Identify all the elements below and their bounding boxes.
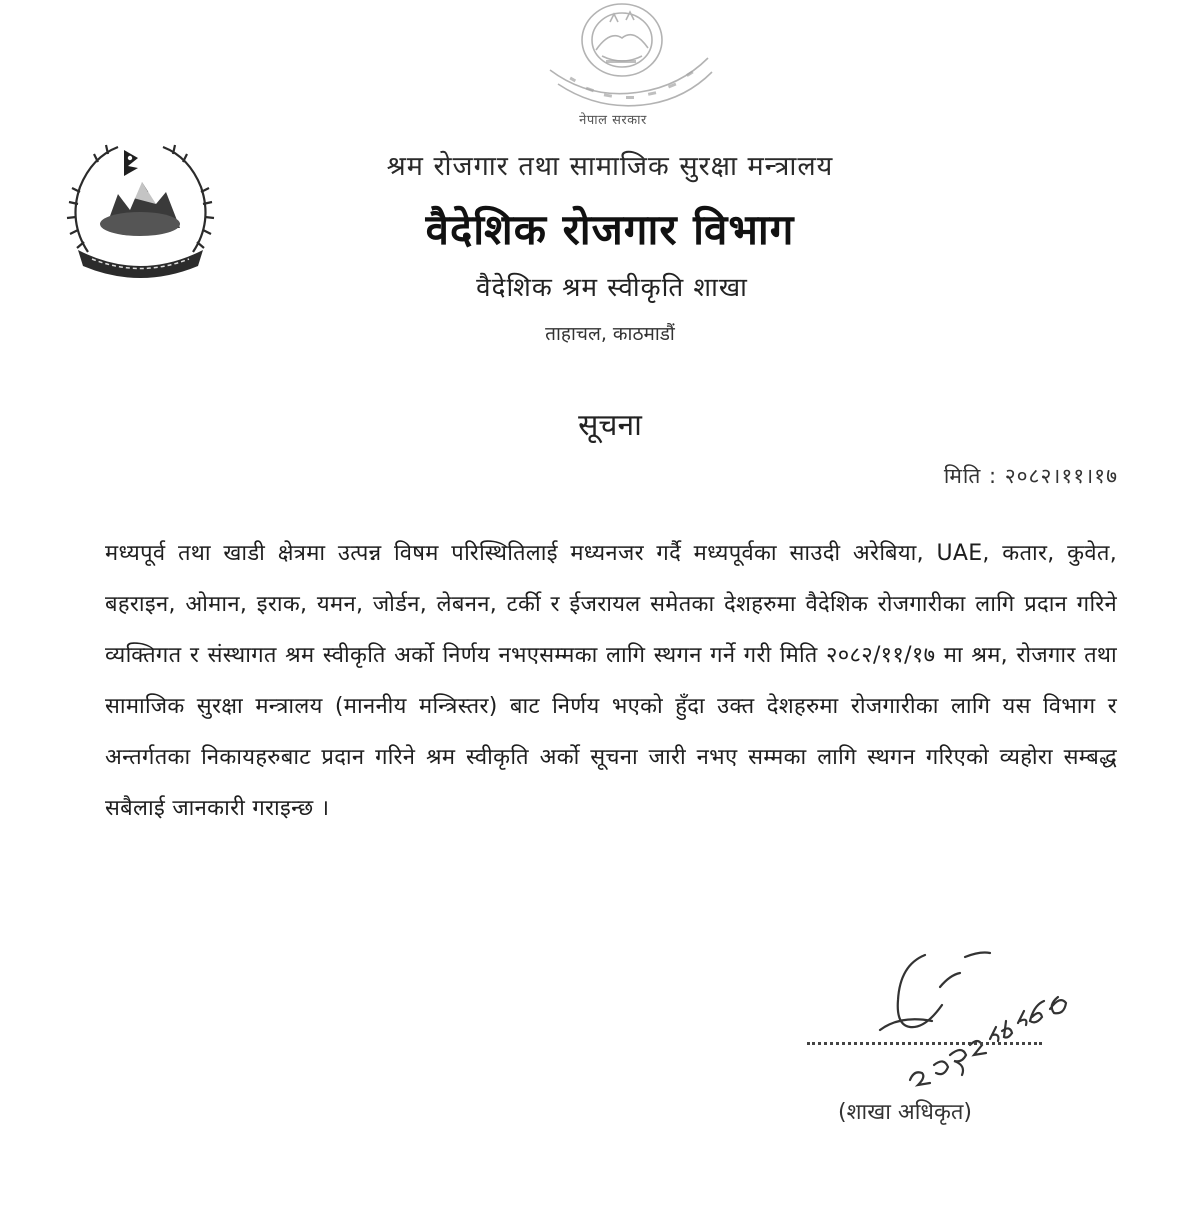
nepal-emblem-icon xyxy=(58,132,223,282)
notice-body: मध्यपूर्व तथा खाडी क्षेत्रमा उत्पन्न विषम परिस्थितिलाई मध्यनजर गर्दै मध्यपूर्वका साउदी अरेबिया, UAE, कतार, कुवेत, बहराइन, ओमान, इराक, यमन, जोर्डन, लेबनन, टर्की र ईजरायल समेतका देशहरुमा वैदेशिक रोजगारीका लागि प्रदान गरिने व्यक्तिगत र संस्थागत श्रम स्वीकृति अर्को निर्णय नभएसम्मका लागि स्थगन गर्ने गरी मिति २०८२/११/१७ मा श्रम, रोजगार तथा सामाजिक सुरक्षा मन्त्रालय (माननीय मन्त्रिस्तर) बाट निर्णय भएको हुँदा उक्त देशहरुमा रोजगारीका लागि यस विभाग र अन्तर्गतका निकायहरुबाट प्रदान गरिने श्रम स्वीकृति अर्को सूचना जारी नभए सम्मका लागि स्थगन गरिएको व्यहोरा सम्बद्ध सबैलाई जानकारी गराइन्छ । xyxy=(105,541,1117,821)
signature-line xyxy=(807,1042,1042,1045)
notice-title-text: सूचना xyxy=(578,408,642,443)
ministry-name-text: श्रम रोजगार तथा सामाजिक सुरक्षा मन्त्रालय xyxy=(386,151,834,182)
handwritten-signature xyxy=(870,945,1090,1095)
branch-name-text: वैदेशिक श्रम स्वीकृति शाखा xyxy=(476,273,748,303)
notice-date: मिति : २०८२।११।१७ xyxy=(943,464,1118,488)
stamp-caption: नेपाल सरकार xyxy=(579,113,647,128)
signatory-title: (शाखा अधिकृत) xyxy=(838,1100,972,1125)
department-name-text: वैदेशिक रोजगार विभाग xyxy=(425,205,795,254)
office-address-text: ताहाचल, काठमाडौं xyxy=(545,323,675,345)
